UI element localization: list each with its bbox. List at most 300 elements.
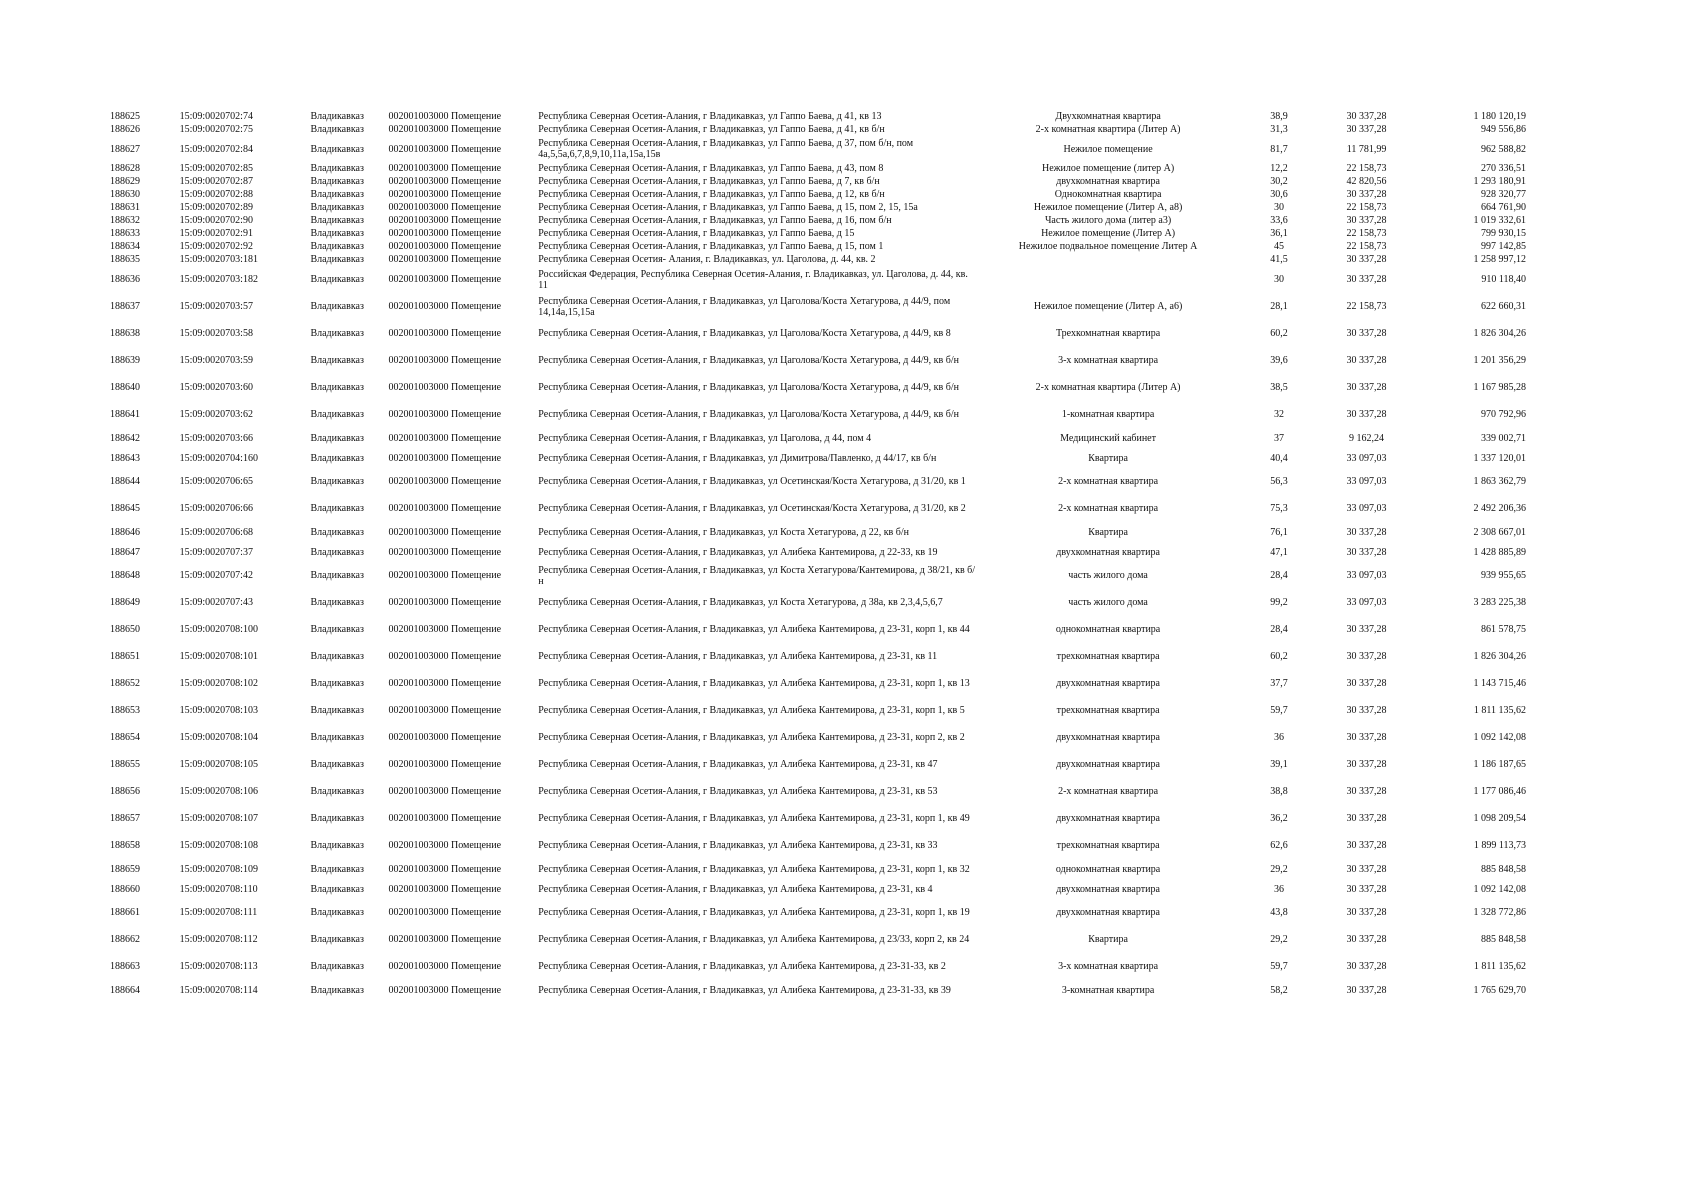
cell-address: Республика Северная Осетия-Алания, г Владикавказ, ул Гаппо Баева, д 7, кв б/н bbox=[538, 176, 880, 187]
cell-address: Республика Северная Осетия-Алания, г Владикавказ, ул Гаппо Баева, д 15, пом 1 bbox=[538, 241, 884, 252]
cell-price-per-sqm: 30 337,28 bbox=[1346, 254, 1387, 265]
cell-area: 58,2 bbox=[1270, 984, 1288, 996]
cell-cadastral-value: 1 180 120,19 bbox=[1473, 111, 1526, 122]
cell-price-per-sqm: 30 337,28 bbox=[1346, 934, 1387, 945]
cell-city: Владикавказ bbox=[310, 503, 364, 514]
cell-cadastral-number: 15:09:0020708:105 bbox=[179, 759, 258, 770]
table-row bbox=[108, 175, 1528, 188]
cell-object-code: 002001003000 Помещение bbox=[388, 624, 502, 635]
cell-cadastral-value: 3 283 225,38 bbox=[1473, 597, 1526, 608]
cell-record-id: 188652 bbox=[110, 678, 140, 689]
cell-address: Республика Северная Осетия-Алания, г Владикавказ, ул Алибека Кантемирова, д 23-31, корп 1, кв 32 bbox=[538, 863, 970, 875]
cell-price-per-sqm: 33 097,03 bbox=[1346, 452, 1387, 464]
cell-area: 30,6 bbox=[1270, 189, 1288, 200]
cell-address: Российская Федерация, Республика Северная Осетия-Алания, г. Владикавказ, ул. Цаголова, д. 44, кв. 11 bbox=[538, 268, 968, 291]
cell-cadastral-value: 1 863 362,79 bbox=[1473, 476, 1526, 487]
cell-record-id: 188663 bbox=[110, 961, 140, 972]
cell-price-per-sqm: 30 337,28 bbox=[1346, 274, 1387, 285]
cell-city: Владикавказ bbox=[310, 786, 364, 797]
table-row bbox=[108, 562, 1528, 589]
cell-city: Владикавказ bbox=[310, 961, 364, 972]
cell-cadastral-number: 15:09:0020708:108 bbox=[179, 840, 258, 851]
cell-city: Владикавказ bbox=[310, 597, 364, 608]
cell-record-id: 188664 bbox=[110, 984, 140, 996]
cell-object-code: 002001003000 Помещение bbox=[388, 143, 502, 155]
table-row bbox=[108, 428, 1528, 448]
cell-record-id: 188642 bbox=[110, 432, 140, 444]
cell-cadastral-value: 270 336,51 bbox=[1481, 163, 1526, 174]
table-row bbox=[108, 110, 1528, 123]
cell-object-type: Медицинский кабинет bbox=[1060, 432, 1156, 444]
cell-city: Владикавказ bbox=[310, 328, 364, 339]
cell-cadastral-number: 15:09:0020702:89 bbox=[179, 202, 253, 213]
cell-object-type: 2-х комнатная квартира (Литер А) bbox=[1035, 124, 1181, 135]
table-row bbox=[108, 832, 1528, 859]
cell-object-type: Квартира bbox=[1088, 934, 1128, 945]
cell-cadastral-number: 15:09:0020703:60 bbox=[179, 382, 253, 393]
cell-object-type: однокомнатная квартира bbox=[1055, 624, 1161, 635]
cell-cadastral-number: 15:09:0020702:84 bbox=[179, 143, 253, 155]
cell-record-id: 188632 bbox=[110, 215, 140, 226]
cell-address: Республика Северная Осетия-Алания, г Владикавказ, ул Коста Хетагурова, д 22, кв б/н bbox=[538, 526, 909, 538]
cell-price-per-sqm: 30 337,28 bbox=[1346, 678, 1387, 689]
cell-cadastral-number: 15:09:0020702:74 bbox=[179, 111, 253, 122]
cell-price-per-sqm: 30 337,28 bbox=[1346, 189, 1387, 200]
cell-object-code: 002001003000 Помещение bbox=[388, 570, 502, 581]
cell-object-code: 002001003000 Помещение bbox=[388, 189, 502, 200]
table-row bbox=[108, 697, 1528, 724]
cell-cadastral-value: 1 899 113,73 bbox=[1473, 840, 1526, 851]
cell-area: 59,7 bbox=[1270, 961, 1288, 972]
table-row bbox=[108, 778, 1528, 805]
cell-cadastral-number: 15:09:0020708:106 bbox=[179, 786, 258, 797]
cell-area: 62,6 bbox=[1270, 840, 1288, 851]
cell-price-per-sqm: 30 337,28 bbox=[1346, 355, 1387, 366]
cell-address: Республика Северная Осетия- Алания, г. Владикавказ, ул. Цаголова, д. 44, кв. 2 bbox=[538, 254, 876, 265]
cell-address: Республика Северная Осетия-Алания, г Владикавказ, ул Цаголова/Коста Хетагурова, д 44/9, кв б/н bbox=[538, 409, 959, 420]
cell-price-per-sqm: 30 337,28 bbox=[1346, 961, 1387, 972]
cell-record-id: 188634 bbox=[110, 241, 140, 252]
cell-record-id: 188654 bbox=[110, 732, 140, 743]
cell-city: Владикавказ bbox=[310, 984, 364, 996]
table-row bbox=[108, 123, 1528, 136]
cell-cadastral-value: 970 792,96 bbox=[1481, 409, 1526, 420]
cell-cadastral-value: 622 660,31 bbox=[1481, 301, 1526, 312]
cell-address: Республика Северная Осетия-Алания, г Владикавказ, ул Алибека Кантемирова, д 23-31-33, кв 39 bbox=[538, 984, 951, 996]
cell-area: 39,6 bbox=[1270, 355, 1288, 366]
cell-price-per-sqm: 30 337,28 bbox=[1346, 705, 1387, 716]
cell-object-code: 002001003000 Помещение bbox=[388, 813, 502, 824]
cell-record-id: 188648 bbox=[110, 570, 140, 581]
cell-price-per-sqm: 30 337,28 bbox=[1346, 907, 1387, 918]
cell-record-id: 188657 bbox=[110, 813, 140, 824]
cell-cadastral-number: 15:09:0020703:182 bbox=[179, 274, 258, 285]
cell-area: 75,3 bbox=[1270, 503, 1288, 514]
cell-object-code: 002001003000 Помещение bbox=[388, 934, 502, 945]
cell-object-type: 2-х комнатная квартира (Литер А) bbox=[1035, 382, 1181, 393]
cell-address: Республика Северная Осетия-Алания, г Владикавказ, ул Осетинская/Коста Хетагурова, д 31/20, кв 1 bbox=[538, 476, 966, 487]
cell-area: 12,2 bbox=[1270, 163, 1288, 174]
cell-address: Республика Северная Осетия-Алания, г Владикавказ, ул Цаголова/Коста Хетагурова, д 44/9, кв 8 bbox=[538, 328, 951, 339]
cell-cadastral-number: 15:09:0020708:103 bbox=[179, 705, 258, 716]
cell-price-per-sqm: 22 158,73 bbox=[1346, 228, 1387, 239]
cell-object-code: 002001003000 Помещение bbox=[388, 241, 502, 252]
cell-city: Владикавказ bbox=[310, 840, 364, 851]
cell-cadastral-number: 15:09:0020702:75 bbox=[179, 124, 253, 135]
cell-city: Владикавказ bbox=[310, 705, 364, 716]
cell-record-id: 188662 bbox=[110, 934, 140, 945]
cell-record-id: 188640 bbox=[110, 382, 140, 393]
cell-cadastral-value: 1 167 985,28 bbox=[1473, 382, 1526, 393]
cell-record-id: 188633 bbox=[110, 228, 140, 239]
cell-price-per-sqm: 30 337,28 bbox=[1346, 984, 1387, 996]
table-row bbox=[108, 643, 1528, 670]
cell-record-id: 188629 bbox=[110, 176, 140, 187]
cell-object-type: 2-х комнатная квартира bbox=[1058, 476, 1159, 487]
cell-area: 28,4 bbox=[1270, 624, 1288, 635]
cell-cadastral-number: 15:09:0020707:42 bbox=[179, 570, 253, 581]
cell-object-type: трехкомнатная квартира bbox=[1056, 651, 1160, 662]
cell-record-id: 188661 bbox=[110, 907, 140, 918]
table-row bbox=[108, 448, 1528, 468]
cell-cadastral-value: 1 428 885,89 bbox=[1473, 546, 1526, 558]
cell-city: Владикавказ bbox=[310, 189, 364, 200]
cell-record-id: 188646 bbox=[110, 526, 140, 538]
cell-record-id: 188631 bbox=[110, 202, 140, 213]
cell-address: Республика Северная Осетия-Алания, г Владикавказ, ул Алибека Кантемирова, д 23-31, кв 4 bbox=[538, 883, 933, 895]
cell-city: Владикавказ bbox=[310, 732, 364, 743]
cell-cadastral-number: 15:09:0020708:111 bbox=[179, 907, 258, 918]
cell-cadastral-value: 910 118,40 bbox=[1481, 274, 1526, 285]
cell-city: Владикавказ bbox=[310, 863, 364, 875]
table-row bbox=[108, 468, 1528, 495]
cell-object-type: Квартира bbox=[1088, 526, 1128, 538]
cell-object-code: 002001003000 Помещение bbox=[388, 678, 502, 689]
cell-object-type: двухкомнатная квартира bbox=[1056, 813, 1160, 824]
cell-area: 38,5 bbox=[1270, 382, 1288, 393]
cell-price-per-sqm: 30 337,28 bbox=[1346, 111, 1387, 122]
table-row bbox=[108, 616, 1528, 643]
cell-cadastral-value: 949 556,86 bbox=[1481, 124, 1526, 135]
table-row bbox=[108, 859, 1528, 879]
cell-address: Республика Северная Осетия-Алания, г Владикавказ, ул Цаголова/Коста Хетагурова, д 44/9, пом 14,14а,15,15а bbox=[538, 295, 951, 318]
cell-cadastral-value: 1 826 304,26 bbox=[1473, 651, 1526, 662]
table-row bbox=[108, 188, 1528, 201]
cell-area: 36,2 bbox=[1270, 813, 1288, 824]
cell-object-code: 002001003000 Помещение bbox=[388, 124, 502, 135]
cell-city: Владикавказ bbox=[310, 254, 364, 265]
cell-object-type: Нежилое помещение (литер А) bbox=[1041, 163, 1175, 174]
cell-address: Республика Северная Осетия-Алания, г Владикавказ, ул Гаппо Баева, д 16, пом б/н bbox=[538, 215, 892, 226]
cell-area: 29,2 bbox=[1270, 934, 1288, 945]
cell-price-per-sqm: 22 158,73 bbox=[1346, 241, 1387, 252]
cell-record-id: 188655 bbox=[110, 759, 140, 770]
cell-price-per-sqm: 22 158,73 bbox=[1346, 301, 1387, 312]
cell-address: Республика Северная Осетия-Алания, г Владикавказ, ул Алибека Кантемирова, д 23-31, кв 11 bbox=[538, 651, 938, 662]
cell-cadastral-value: 1 811 135,62 bbox=[1473, 705, 1526, 716]
cell-cadastral-value: 2 492 206,36 bbox=[1473, 503, 1526, 514]
table-row bbox=[108, 162, 1528, 175]
cell-record-id: 188636 bbox=[110, 274, 140, 285]
cell-price-per-sqm: 42 820,56 bbox=[1346, 176, 1387, 187]
cell-object-type: Нежилое помещение (Литер А) bbox=[1041, 228, 1176, 239]
cell-record-id: 188653 bbox=[110, 705, 140, 716]
cell-record-id: 188641 bbox=[110, 409, 140, 420]
cell-area: 40,4 bbox=[1270, 452, 1288, 464]
cell-object-type: Квартира bbox=[1088, 452, 1128, 464]
cell-cadastral-value: 1 143 715,46 bbox=[1473, 678, 1526, 689]
cell-price-per-sqm: 33 097,03 bbox=[1346, 503, 1387, 514]
cell-address: Республика Северная Осетия-Алания, г Владикавказ, ул Цаголова/Коста Хетагурова, д 44/9, кв б/н bbox=[538, 355, 959, 366]
cell-cadastral-number: 15:09:0020708:104 bbox=[179, 732, 258, 743]
cell-object-code: 002001003000 Помещение bbox=[388, 215, 502, 226]
cell-city: Владикавказ bbox=[310, 241, 364, 252]
cell-cadastral-value: 664 761,90 bbox=[1481, 202, 1526, 213]
cell-area: 60,2 bbox=[1270, 651, 1288, 662]
cell-area: 38,8 bbox=[1270, 786, 1288, 797]
cell-record-id: 188645 bbox=[110, 503, 140, 514]
cell-object-code: 002001003000 Помещение bbox=[388, 202, 502, 213]
cell-address: Республика Северная Осетия-Алания, г Владикавказ, ул Алибека Кантемирова, д 23-31, кв 53 bbox=[538, 786, 938, 797]
cell-object-type: Двухкомнатная квартира bbox=[1055, 111, 1161, 122]
cell-price-per-sqm: 33 097,03 bbox=[1346, 476, 1387, 487]
cell-cadastral-value: 1 092 142,08 bbox=[1473, 883, 1526, 895]
cell-object-code: 002001003000 Помещение bbox=[388, 651, 502, 662]
cell-object-code: 002001003000 Помещение bbox=[388, 546, 502, 558]
cell-object-code: 002001003000 Помещение bbox=[388, 526, 502, 538]
cell-area: 37,7 bbox=[1270, 678, 1288, 689]
table-row bbox=[108, 879, 1528, 899]
cell-area: 30 bbox=[1273, 274, 1284, 285]
cell-object-code: 002001003000 Помещение bbox=[388, 355, 502, 366]
cell-area: 32 bbox=[1273, 409, 1284, 420]
cell-object-code: 002001003000 Помещение bbox=[388, 705, 502, 716]
cell-object-type: часть жилого дома bbox=[1068, 597, 1148, 608]
cell-address: Республика Северная Осетия-Алания, г Владикавказ, ул Гаппо Баева, д 15 bbox=[538, 228, 855, 239]
cell-record-id: 188644 bbox=[110, 476, 140, 487]
cell-cadastral-number: 15:09:0020708:114 bbox=[179, 984, 258, 996]
cell-cadastral-number: 15:09:0020708:100 bbox=[179, 624, 258, 635]
cell-object-type: Нежилое помещение (Литер А, а6) bbox=[1033, 301, 1183, 312]
cell-cadastral-value: 1 201 356,29 bbox=[1473, 355, 1526, 366]
table-row bbox=[108, 926, 1528, 953]
cell-record-id: 188660 bbox=[110, 883, 140, 895]
cell-record-id: 188625 bbox=[110, 111, 140, 122]
cell-address: Республика Северная Осетия-Алания, г Владикавказ, ул Гаппо Баева, д 15, пом 2, 15, 15а bbox=[538, 202, 918, 213]
cell-cadastral-number: 15:09:0020703:66 bbox=[179, 432, 253, 444]
cell-object-type: Нежилое помещение bbox=[1063, 143, 1153, 155]
table-row bbox=[108, 266, 1528, 293]
cell-record-id: 188627 bbox=[110, 143, 140, 155]
cell-price-per-sqm: 30 337,28 bbox=[1346, 409, 1387, 420]
cell-area: 30,2 bbox=[1270, 176, 1288, 187]
cell-object-type: Трехкомнатная квартира bbox=[1055, 328, 1161, 339]
cell-price-per-sqm: 33 097,03 bbox=[1346, 570, 1387, 581]
cell-cadastral-value: 1 826 304,26 bbox=[1473, 328, 1526, 339]
cell-cadastral-number: 15:09:0020703:181 bbox=[179, 254, 258, 265]
cell-cadastral-number: 15:09:0020708:110 bbox=[179, 883, 258, 895]
cell-city: Владикавказ bbox=[310, 452, 364, 464]
cell-cadastral-number: 15:09:0020702:91 bbox=[179, 228, 253, 239]
cell-cadastral-number: 15:09:0020702:92 bbox=[179, 241, 253, 252]
table-row bbox=[108, 724, 1528, 751]
cell-object-code: 002001003000 Помещение bbox=[388, 163, 502, 174]
cell-object-type: 3-х комнатная квартира bbox=[1058, 961, 1159, 972]
cell-area: 76,1 bbox=[1270, 526, 1288, 538]
cell-record-id: 188659 bbox=[110, 863, 140, 875]
cell-record-id: 188626 bbox=[110, 124, 140, 135]
cell-price-per-sqm: 30 337,28 bbox=[1346, 124, 1387, 135]
cell-record-id: 188647 bbox=[110, 546, 140, 558]
cell-price-per-sqm: 9 162,24 bbox=[1349, 432, 1385, 444]
cell-area: 37 bbox=[1273, 432, 1284, 444]
cell-address: Республика Северная Осетия-Алания, г Владикавказ, ул Цаголова/Коста Хетагурова, д 44/9, кв б/н bbox=[538, 382, 959, 393]
cell-object-type: двухкомнатная квартира bbox=[1056, 732, 1160, 743]
cell-price-per-sqm: 30 337,28 bbox=[1346, 732, 1387, 743]
cell-object-code: 002001003000 Помещение bbox=[388, 883, 502, 895]
cell-city: Владикавказ bbox=[310, 215, 364, 226]
cell-cadastral-value: 2 308 667,01 bbox=[1473, 526, 1526, 538]
cell-address: Республика Северная Осетия-Алания, г Владикавказ, ул Гаппо Баева, д 12, кв б/н bbox=[538, 189, 885, 200]
table-row bbox=[108, 953, 1528, 980]
cell-address: Республика Северная Осетия-Алания, г Владикавказ, ул Гаппо Баева, д 43, пом 8 bbox=[538, 163, 884, 174]
cell-cadastral-value: 1 328 772,86 bbox=[1473, 907, 1526, 918]
cell-object-type: 1-комнатная квартира bbox=[1061, 409, 1155, 420]
table-row bbox=[108, 347, 1528, 374]
cell-city: Владикавказ bbox=[310, 301, 364, 312]
cell-object-type: однокомнатная квартира bbox=[1055, 863, 1161, 875]
cell-cadastral-value: 1 186 187,65 bbox=[1473, 759, 1526, 770]
cell-area: 36,1 bbox=[1270, 228, 1288, 239]
cell-address: Республика Северная Осетия-Алания, г Владикавказ, ул Алибека Кантемирова, д 23-31, корп 1, кв 44 bbox=[538, 624, 970, 635]
cell-object-type: 3-х комнатная квартира bbox=[1058, 355, 1159, 366]
cell-object-type: двухкомнатная квартира bbox=[1056, 176, 1160, 187]
cell-price-per-sqm: 30 337,28 bbox=[1346, 759, 1387, 770]
cell-cadastral-number: 15:09:0020708:101 bbox=[179, 651, 258, 662]
cell-object-type: двухкомнатная квартира bbox=[1056, 546, 1160, 558]
cell-address: Республика Северная Осетия-Алания, г Владикавказ, ул Гаппо Баева, д 37, пом б/н, пом 4а,5,5а,6,7,8,9,10,11а,15а,15в bbox=[538, 138, 914, 160]
cell-city: Владикавказ bbox=[310, 111, 364, 122]
cell-object-type: часть жилого дома bbox=[1068, 570, 1148, 581]
cell-record-id: 188658 bbox=[110, 840, 140, 851]
cell-cadastral-value: 1 293 180,91 bbox=[1473, 176, 1526, 187]
cell-address: Республика Северная Осетия-Алания, г Владикавказ, ул Коста Хетагурова/Кантемирова, д 38/21, кв б/н bbox=[538, 564, 976, 587]
table-row bbox=[108, 670, 1528, 697]
cell-cadastral-value: 1 098 209,54 bbox=[1473, 813, 1526, 824]
cell-price-per-sqm: 30 337,28 bbox=[1346, 624, 1387, 635]
cell-address: Республика Северная Осетия-Алания, г Владикавказ, ул Димитрова/Павленко, д 44/17, кв б/н bbox=[538, 452, 937, 464]
table-body bbox=[108, 110, 1528, 1000]
cell-price-per-sqm: 30 337,28 bbox=[1346, 382, 1387, 393]
cell-record-id: 188649 bbox=[110, 597, 140, 608]
cell-area: 33,6 bbox=[1270, 215, 1288, 226]
cell-city: Владикавказ bbox=[310, 124, 364, 135]
cell-address: Республика Северная Осетия-Алания, г Владикавказ, ул Алибека Кантемирова, д 23-31, корп 1, кв 19 bbox=[538, 907, 970, 918]
cell-price-per-sqm: 30 337,28 bbox=[1346, 215, 1387, 226]
table-row bbox=[108, 401, 1528, 428]
cell-record-id: 188643 bbox=[110, 452, 140, 464]
cell-city: Владикавказ bbox=[310, 907, 364, 918]
cell-cadastral-number: 15:09:0020702:90 bbox=[179, 215, 253, 226]
cell-city: Владикавказ bbox=[310, 759, 364, 770]
cell-cadastral-value: 928 320,77 bbox=[1481, 189, 1526, 200]
cell-object-code: 002001003000 Помещение bbox=[388, 759, 502, 770]
cell-price-per-sqm: 11 781,99 bbox=[1346, 143, 1387, 155]
cell-cadastral-number: 15:09:0020703:58 bbox=[179, 328, 253, 339]
cell-area: 39,1 bbox=[1270, 759, 1288, 770]
cell-cadastral-number: 15:09:0020702:85 bbox=[179, 163, 253, 174]
cell-record-id: 188628 bbox=[110, 163, 140, 174]
cell-city: Владикавказ bbox=[310, 651, 364, 662]
cell-object-type: Нежилое помещение (Литер А, а8) bbox=[1033, 202, 1183, 213]
cell-object-code: 002001003000 Помещение bbox=[388, 176, 502, 187]
cell-price-per-sqm: 30 337,28 bbox=[1346, 863, 1387, 875]
cell-cadastral-value: 1 811 135,62 bbox=[1473, 961, 1526, 972]
cell-cadastral-number: 15:09:0020704:160 bbox=[179, 452, 258, 464]
cell-address: Республика Северная Осетия-Алания, г Владикавказ, ул Гаппо Баева, д 41, кв б/н bbox=[538, 124, 885, 135]
cell-object-type: двухкомнатная квартира bbox=[1056, 907, 1160, 918]
cell-address: Республика Северная Осетия-Алания, г Владикавказ, ул Коста Хетагурова, д 38а, кв 2,3,4,5,6,7 bbox=[538, 597, 943, 608]
cell-cadastral-value: 1 765 629,70 bbox=[1473, 984, 1526, 996]
cell-cadastral-value: 939 955,65 bbox=[1481, 570, 1526, 581]
cell-cadastral-number: 15:09:0020707:37 bbox=[179, 546, 253, 558]
cell-cadastral-number: 15:09:0020708:112 bbox=[179, 934, 258, 945]
cell-city: Владикавказ bbox=[310, 382, 364, 393]
cell-address: Республика Северная Осетия-Алания, г Владикавказ, ул Алибека Кантемирова, д 23-31, корп 2, кв 2 bbox=[538, 732, 965, 743]
cell-city: Владикавказ bbox=[310, 163, 364, 174]
cell-city: Владикавказ bbox=[310, 624, 364, 635]
cell-address: Республика Северная Осетия-Алания, г Владикавказ, ул Алибека Кантемирова, д 23-31, кв 47 bbox=[538, 759, 938, 770]
table-row bbox=[108, 240, 1528, 253]
cell-price-per-sqm: 30 337,28 bbox=[1346, 328, 1387, 339]
cell-area: 56,3 bbox=[1270, 476, 1288, 487]
cell-area: 41,5 bbox=[1270, 254, 1288, 265]
cell-cadastral-value: 1 092 142,08 bbox=[1473, 732, 1526, 743]
table-row bbox=[108, 253, 1528, 266]
cell-object-type: 2-х комнатная квартира bbox=[1058, 786, 1159, 797]
cell-object-code: 002001003000 Помещение bbox=[388, 907, 502, 918]
cell-city: Владикавказ bbox=[310, 274, 364, 285]
cell-object-type: трехкомнатная квартира bbox=[1056, 705, 1160, 716]
cell-price-per-sqm: 30 337,28 bbox=[1346, 651, 1387, 662]
cell-cadastral-number: 15:09:0020702:88 bbox=[179, 189, 253, 200]
cell-object-code: 002001003000 Помещение bbox=[388, 863, 502, 875]
cell-price-per-sqm: 30 337,28 bbox=[1346, 883, 1387, 895]
cell-object-type bbox=[979, 253, 1236, 266]
cell-address: Республика Северная Осетия-Алания, г Владикавказ, ул Алибека Кантемирова, д 23-31, корп 1, кв 13 bbox=[538, 678, 970, 689]
cell-address: Республика Северная Осетия-Алания, г Владикавказ, ул Осетинская/Коста Хетагурова, д 31/20, кв 2 bbox=[538, 503, 966, 514]
cell-address: Республика Северная Осетия-Алания, г Владикавказ, ул Алибека Кантемирова, д 23-31, корп 1, кв 5 bbox=[538, 705, 965, 716]
cell-object-code: 002001003000 Помещение bbox=[388, 840, 502, 851]
cell-record-id: 188651 bbox=[110, 651, 140, 662]
cell-area: 31,3 bbox=[1270, 124, 1288, 135]
cell-price-per-sqm: 30 337,28 bbox=[1346, 526, 1387, 538]
cell-object-code: 002001003000 Помещение bbox=[388, 111, 502, 122]
cell-cadastral-value: 1 258 997,12 bbox=[1473, 254, 1526, 265]
cell-area: 43,8 bbox=[1270, 907, 1288, 918]
cell-object-type: Нежилое подвальное помещение Литер А bbox=[1018, 241, 1198, 252]
cell-price-per-sqm: 30 337,28 bbox=[1346, 813, 1387, 824]
table-row bbox=[108, 805, 1528, 832]
cell-city: Владикавказ bbox=[310, 355, 364, 366]
cell-price-per-sqm: 30 337,28 bbox=[1346, 546, 1387, 558]
cell-city: Владикавказ bbox=[310, 228, 364, 239]
cell-object-code: 002001003000 Помещение bbox=[388, 328, 502, 339]
cell-address: Республика Северная Осетия-Алания, г Владикавказ, ул Гаппо Баева, д 41, кв 13 bbox=[538, 111, 882, 122]
table-row bbox=[108, 589, 1528, 616]
table-row bbox=[108, 320, 1528, 347]
cell-cadastral-number: 15:09:0020708:113 bbox=[179, 961, 258, 972]
